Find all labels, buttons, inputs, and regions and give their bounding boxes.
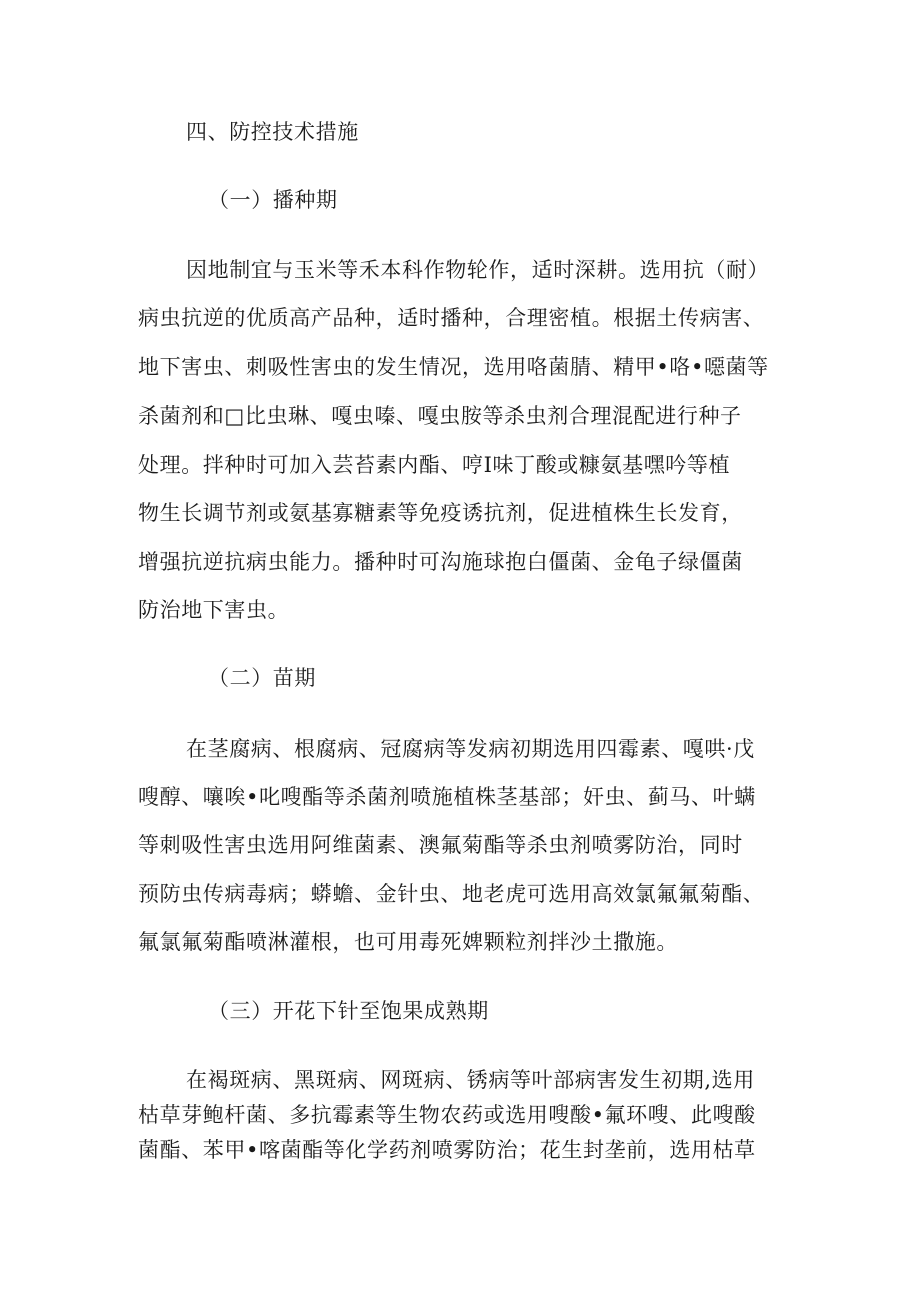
- paragraph-line: 枯草芽鲍杆菌、多抗霉素等生物农药或选用嗖酸•氟环嗖、此嗖酸: [138, 1103, 756, 1127]
- paragraph-line: 菌酯、苯甲•喀菌酯等化学药剂喷雾防治；花生封垄前，选用枯草: [138, 1138, 756, 1162]
- paragraph-line: 在褐斑病、黑斑病、网斑病、锈病等叶部病害发生初期,选用: [186, 1068, 755, 1092]
- paragraph-line: 预防虫传病毒病；蟒蟾、金针虫、地老虎可选用高效氯氟氟菊酯、: [138, 882, 765, 906]
- subsection-heading-sowing: （一）播种期: [208, 188, 338, 212]
- subsection-heading-seedling: （二）苗期: [208, 666, 316, 690]
- paragraph-line: 增强抗逆抗病虫能力。播种时可沟施球抱白僵菌、金龟子绿僵菌: [138, 550, 743, 574]
- paragraph-line: 处理。拌种时可加入芸苔素内酯、哼I味丁酸或糠氨基嘿吟等植: [138, 453, 731, 477]
- paragraph-line: 在茎腐病、根腐病、冠腐病等发病初期选用四霉素、嘎哄·戊: [186, 737, 755, 761]
- paragraph-line: 防治地下害虫。: [138, 598, 290, 622]
- section-title: 四、防控技术措施: [186, 120, 359, 144]
- paragraph-line: 嗖醇、嚷唉•叱嗖酯等杀菌剂喷施植株茎基部；奸虫、蓟马、叶螨: [138, 785, 756, 809]
- paragraph-line: 等刺吸性害虫选用阿维菌素、澳氟菊酯等杀虫剂喷雾防治，同时: [138, 833, 743, 857]
- paragraph-line: 杀菌剂和□比虫琳、嘎虫嗪、嘎虫胺等杀虫剂合理混配进行种子: [138, 404, 742, 428]
- subsection-heading-flowering: （三）开花下针至饱果成熟期: [208, 999, 489, 1023]
- paragraph-line: 氟氯氟菊酯喷淋灌根，也可用毒死婢颗粒剂拌沙土撒施。: [138, 930, 678, 954]
- paragraph-line: 物生长调节剂或氨基寡糖素等免疫诱抗剂，促进植株生长发育，: [138, 501, 743, 525]
- paragraph-line: 因地制宜与玉米等禾本科作物轮作，适时深耕。选用抗（耐）: [186, 258, 770, 282]
- paragraph-line: 地下害虫、刺吸性害虫的发生情况，选用咯菌腈、精甲•咯•噁菌等: [138, 355, 769, 379]
- paragraph-line: 病虫抗逆的优质高产品种，适时播种，合理密植。根据土传病害、: [138, 306, 765, 330]
